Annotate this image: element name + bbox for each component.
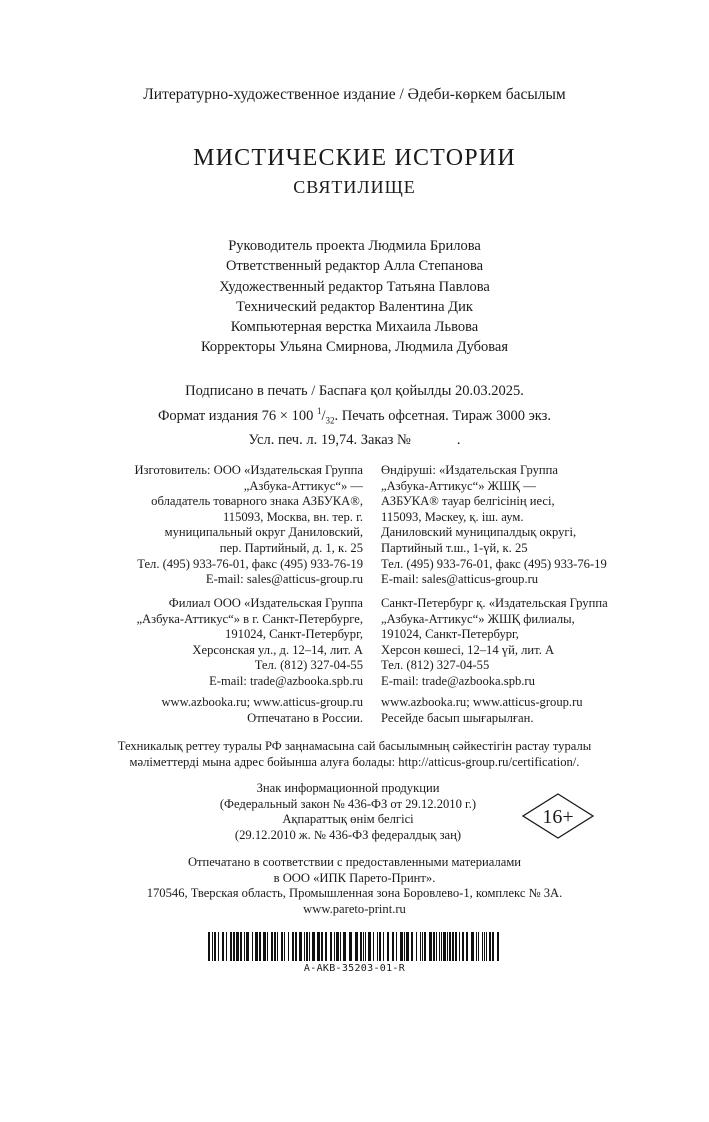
barcode-bar	[321, 932, 323, 961]
text-line: Даниловский муниципалдық округі,	[381, 525, 577, 540]
text-line: Отпечатано в соответствии с предоставленными материалами	[187, 855, 522, 869]
printer-info	[0, 855, 709, 917]
text-line: в ООО «ИПК Парето-Принт».	[273, 870, 436, 885]
text-line: 170546, Тверская область, Промышленная зона Боровлево-1, комплекс № 3А.	[146, 886, 563, 901]
barcode-bar	[383, 932, 384, 961]
staff-credits	[0, 236, 709, 358]
barcode	[208, 932, 502, 961]
text-line: 191024, Санкт-Петербург,	[225, 627, 363, 642]
barcode-bar	[288, 932, 289, 961]
age-rating-text: 16+	[542, 806, 574, 828]
text-line: „Азбука-Аттикус“» ЖШҚ филиалы,	[381, 611, 575, 626]
credit-proofreaders: Корректоры Ульяна Смирнова, Людмила Дубовая	[200, 339, 509, 356]
barcode-bar	[325, 932, 327, 961]
website-line: www.azbooka.ru; www.atticus-group.ru	[161, 695, 363, 709]
email-line: E-mail: trade@azbooka.spb.ru	[381, 673, 535, 688]
barcode-bar	[343, 932, 346, 961]
barcode-bar	[284, 932, 285, 961]
branch-kz	[381, 596, 608, 690]
barcode-bar	[404, 932, 405, 961]
barcode-bar	[373, 932, 374, 961]
barcode-text: A-AKB-35203-01-R	[303, 963, 406, 974]
barcode-bar	[267, 932, 268, 961]
title-block	[0, 142, 709, 200]
format-frac-num: 1	[316, 405, 322, 416]
barcode-bar	[492, 932, 494, 961]
credit-tech-editor: Технический редактор Валентина Дик	[236, 298, 473, 315]
barcode-bar	[441, 932, 442, 961]
text-line: АЗБУКА® тауар белгісінің иесі,	[381, 494, 555, 509]
info-sign-text	[198, 781, 498, 843]
barcode-bar	[387, 932, 389, 961]
barcode-bar	[377, 932, 378, 961]
barcode-bar	[277, 932, 278, 961]
barcode-bar	[230, 932, 232, 961]
barcode-bar	[422, 932, 423, 961]
text-line: 115093, Мәскеу, қ. іш. аум.	[381, 509, 524, 524]
barcode-bar	[330, 932, 332, 961]
format-prefix: Формат издания 76 × 100	[157, 407, 317, 424]
barcode-bar	[424, 932, 426, 961]
barcode-bar	[379, 932, 381, 961]
text-line: Техникалық реттеу туралы РФ заңнамасына сай басылымның сәйкестігін растау туралы	[117, 739, 592, 753]
text-line: обладатель товарного знака АЗБУКА®,	[151, 494, 363, 509]
sheets-order-end: .	[456, 431, 461, 448]
text-line: Өндіруші: «Издательская Группа	[381, 463, 558, 477]
barcode-bar	[252, 932, 253, 961]
tech-regulation	[0, 739, 709, 770]
web-ru	[161, 695, 363, 726]
text-line: мәліметтерді мына адрес бойынша алуға болады: http://atticus-group.ru/certification/.	[129, 754, 580, 769]
barcode-bar	[304, 932, 305, 961]
barcode-bar	[255, 932, 258, 961]
credit-editor: Ответственный редактор Алла Степанова	[225, 258, 484, 275]
barcode-bar	[420, 932, 421, 961]
text-line: Херсон көшесі, 12–14 үй, лит. А	[381, 642, 555, 657]
barcode-bar	[334, 932, 335, 961]
barcode-bar	[368, 932, 371, 961]
barcode-bar	[466, 932, 468, 961]
barcode-bar	[443, 932, 446, 961]
credit-art-editor: Художественный редактор Татьяна Павлова	[219, 278, 490, 295]
barcode-bar	[274, 932, 276, 961]
age-rating-badge	[521, 792, 595, 840]
barcode-bar	[309, 932, 310, 961]
series-title: МИСТИЧЕСКИЕ ИСТОРИИ	[193, 145, 516, 171]
barcode-bar	[406, 932, 409, 961]
barcode-bar	[396, 932, 397, 961]
format-line: Формат издания 76 × 100 $^1/_{32}$. Печать офсетная. Тираж 3000 экз.	[157, 405, 552, 426]
website-line: www.pareto-print.ru	[303, 901, 406, 916]
text-line: Тел. (812) 327-04-55	[254, 658, 363, 673]
text-line: „Азбука-Аттикус“» ЖШҚ —	[381, 478, 536, 493]
barcode-bar	[392, 932, 394, 961]
barcode-bar	[365, 932, 366, 961]
barcode-bar	[355, 932, 358, 961]
barcode-bar	[482, 932, 483, 961]
barcode-bar	[436, 932, 437, 961]
email-line: E-mail: sales@atticus-group.ru	[381, 572, 539, 587]
text-line: Знак информационной продукции	[256, 781, 440, 795]
book-title: СВЯТИЛИЩЕ	[293, 177, 416, 197]
barcode-bar	[449, 932, 451, 961]
barcode-bar	[484, 932, 485, 961]
barcode-bar	[455, 932, 457, 961]
web-kz	[381, 695, 583, 726]
text-line: Изготовитель: ООО «Издательская Группа	[134, 463, 363, 477]
barcode-bar	[299, 932, 302, 961]
barcode-bar	[497, 932, 499, 961]
barcode-bar	[433, 932, 435, 961]
barcode-bar	[214, 932, 216, 961]
barcode-bar	[363, 932, 364, 961]
text-line: (Федеральный закон № 436-ФЗ от 29.12.2010 г.)	[219, 796, 477, 811]
text-line: Санкт-Петербург қ. «Издательская Группа	[381, 596, 608, 610]
barcode-bar	[439, 932, 440, 961]
barcode-bar	[486, 932, 487, 961]
barcode-bar	[429, 932, 432, 961]
barcode-bar	[459, 932, 460, 961]
barcode-bar	[271, 932, 273, 961]
barcode-bar	[246, 932, 249, 961]
printed-in-line: Отпечатано в России.	[247, 710, 363, 725]
text-line: пер. Партийный, д. 1, к. 25	[219, 540, 363, 555]
barcode-bar	[233, 932, 235, 961]
barcode-bar	[222, 932, 224, 961]
text-line: Тел. (812) 327-04-55	[381, 658, 490, 673]
barcode-bar	[312, 932, 315, 961]
printed-in-line: Ресейде басып шығарылған.	[381, 710, 534, 725]
credit-project-lead: Руководитель проекта Людмила Брилова	[228, 238, 481, 254]
barcode-bar	[452, 932, 454, 961]
email-line: E-mail: trade@azbooka.spb.ru	[209, 673, 363, 688]
barcode-bar	[306, 932, 308, 961]
text-line: Филиал ООО «Издательская Группа	[168, 596, 363, 610]
text-line: 191024, Санкт-Петербург,	[381, 627, 519, 642]
format-suffix: . Печать офсетная. Тираж 3000 экз.	[334, 407, 552, 424]
barcode-bar	[400, 932, 403, 961]
barcode-bar	[416, 932, 417, 961]
print-details	[0, 382, 709, 450]
barcode-bar	[349, 932, 352, 961]
barcode-bar	[218, 932, 219, 961]
sheets-order-line	[0, 431, 709, 451]
barcode-bar	[360, 932, 362, 961]
barcode-bar	[489, 932, 491, 961]
text-line: муниципальный округ Даниловский,	[164, 525, 363, 540]
credit-layout: Компьютерная верстка Михаила Львова	[230, 319, 479, 336]
edition-type: Литературно-художественное издание / Әдеби-көркем басылым	[143, 86, 566, 103]
barcode-bar	[295, 932, 297, 961]
text-line: (29.12.2010 ж. № 436-ФЗ федералдық заң)	[234, 827, 462, 842]
text-line: Херсонская ул., д. 12–14, лит. А	[192, 642, 363, 657]
sheets-order: Усл. печ. л. 19,74. Заказ №	[248, 431, 411, 448]
barcode-bar	[212, 932, 213, 961]
barcode-bar	[478, 932, 479, 961]
barcode-bar	[447, 932, 448, 961]
website-line: www.azbooka.ru; www.atticus-group.ru	[381, 695, 583, 709]
barcode-bar	[244, 932, 245, 961]
barcode-bar	[317, 932, 320, 961]
barcode-bar	[336, 932, 339, 961]
text-line: Партийный т.ш., 1-үй, к. 25	[381, 540, 528, 555]
barcode-bar	[236, 932, 239, 961]
barcode-bar	[476, 932, 477, 961]
signed-to-print: Подписано в печать / Баспаға қол қойылды 20.03.2025.	[185, 383, 524, 399]
text-line: Тел. (495) 933-76-01, факс (495) 933-76-19	[137, 556, 363, 571]
barcode-bar	[263, 932, 266, 961]
barcode-bar	[208, 932, 210, 961]
barcode-bar	[292, 932, 294, 961]
barcode-bar	[240, 932, 242, 961]
text-line: „Азбука-Аттикус“» —	[243, 478, 363, 493]
text-line: Тел. (495) 933-76-01, факс (495) 933-76-19	[381, 556, 607, 571]
email-line: E-mail: sales@atticus-group.ru	[205, 572, 363, 587]
text-line: „Азбука-Аттикус“» в г. Санкт-Петербурге,	[136, 611, 363, 626]
branch-ru	[136, 596, 363, 690]
barcode-bar	[462, 932, 464, 961]
text-line: Ақпараттық өнім белгісі	[282, 812, 414, 827]
barcode-bar	[471, 932, 474, 961]
barcode-bar	[340, 932, 341, 961]
manufacturer-ru	[134, 463, 363, 588]
barcode-bar	[411, 932, 413, 961]
manufacturer-kz	[381, 463, 607, 588]
barcode-bar	[281, 932, 283, 961]
barcode-bar	[226, 932, 227, 961]
barcode-bar	[259, 932, 261, 961]
text-line: 115093, Москва, вн. тер. г.	[222, 509, 363, 524]
format-frac-den: 32	[325, 415, 335, 426]
